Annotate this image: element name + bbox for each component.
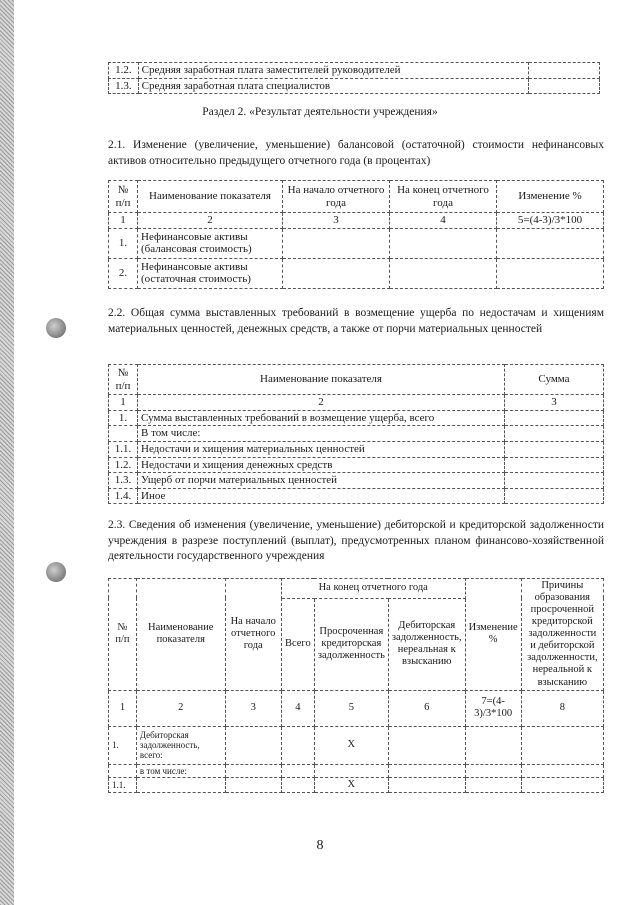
- row-value: [314, 764, 388, 777]
- section-title: Раздел 2. «Результат деятельности учреждения»: [202, 106, 438, 118]
- row-value: [505, 488, 604, 504]
- index-cell: 3: [225, 690, 281, 726]
- row-value: [388, 777, 465, 792]
- row-number: [109, 764, 137, 777]
- row-value: [497, 228, 604, 258]
- table-row: [109, 426, 604, 442]
- binder-hole-bottom: [46, 562, 66, 582]
- table-index-row: [109, 213, 604, 229]
- table-row: [109, 457, 604, 473]
- table-row: [109, 63, 600, 79]
- row-label: Средняя заработная плата специалистов: [138, 78, 529, 94]
- table-index-row: [109, 395, 604, 411]
- table-header-row: [109, 365, 604, 395]
- index-cell: 1: [109, 213, 138, 229]
- row-value: [225, 777, 281, 792]
- table-row: [109, 777, 604, 792]
- row-number: 1.1.: [109, 441, 138, 457]
- row-value: [390, 228, 497, 258]
- top-table: [108, 62, 600, 94]
- row-label: В том числе:: [138, 426, 505, 442]
- table-row: [109, 726, 604, 764]
- col-header: № п/п: [109, 579, 137, 691]
- row-label: в том числе:: [136, 764, 225, 777]
- index-cell: 5: [314, 690, 388, 726]
- row-label: Недостачи и хищения денежных средств: [138, 457, 505, 473]
- col-header: Сумма: [505, 365, 604, 395]
- index-cell: 2: [136, 690, 225, 726]
- row-number: 2.: [109, 258, 138, 288]
- index-cell: 2: [138, 213, 283, 229]
- index-cell: 7=(4-3)/3*100: [465, 690, 521, 726]
- row-value: [465, 777, 521, 792]
- table-row: [109, 410, 604, 426]
- col-header: Наименование показателя: [136, 579, 225, 691]
- row-value: [225, 726, 281, 764]
- col-header: Изменение %: [465, 579, 521, 691]
- row-value: [529, 63, 600, 79]
- index-cell: 3: [505, 395, 604, 411]
- table-row: [109, 258, 604, 288]
- row-value: [388, 726, 465, 764]
- table-2-1: [108, 180, 604, 289]
- row-number: 1.2.: [109, 457, 138, 473]
- row-number: 1.4.: [109, 488, 138, 504]
- row-value: [529, 78, 600, 94]
- row-value: [521, 777, 603, 792]
- row-value: [283, 228, 390, 258]
- row-number: 1.: [109, 410, 138, 426]
- row-label: Ущерб от порчи материальных ценностей: [138, 473, 505, 489]
- index-cell: 1: [109, 690, 137, 726]
- row-value: [505, 457, 604, 473]
- col-header: Просроченная кредиторская задолженность: [314, 598, 388, 690]
- col-header: Наименование показателя: [138, 365, 505, 395]
- binder-hole-top: [46, 318, 66, 338]
- row-value: [281, 777, 314, 792]
- row-value: [505, 441, 604, 457]
- row-label: Нефинансовые активы (балансовая стоимость): [138, 228, 283, 258]
- row-value: [281, 726, 314, 764]
- col-header: Наименование показателя: [138, 181, 283, 213]
- col-header: На конец отчетного года: [281, 579, 465, 599]
- table-row: [109, 488, 604, 504]
- index-cell: 4: [390, 213, 497, 229]
- table-row: [109, 441, 604, 457]
- col-header: № п/п: [109, 181, 138, 213]
- table-2-3: [108, 578, 604, 793]
- row-label: [136, 777, 225, 792]
- table-index-row: [109, 690, 604, 726]
- table-row: [109, 228, 604, 258]
- row-value: [521, 726, 603, 764]
- row-number: 1.3.: [109, 78, 139, 94]
- row-value: [390, 258, 497, 288]
- row-label: Иное: [138, 488, 505, 504]
- row-value: [505, 410, 604, 426]
- col-header: На конец отчетного года: [390, 181, 497, 213]
- col-header: Дебиторская задолженность, нереальная к взысканию: [388, 598, 465, 690]
- index-cell: 6: [388, 690, 465, 726]
- table-row: [109, 473, 604, 489]
- row-value: [388, 764, 465, 777]
- row-value: X: [314, 726, 388, 764]
- row-label: Средняя заработная плата заместителей руководителей: [138, 63, 529, 79]
- table-header-row: [109, 181, 604, 213]
- paragraph-2-1: 2.1. Изменение (увеличение, уменьшение) балансовой (остаточной) стоимости нефинансовых активов относительно предыдущего отчетного года (в процентах): [108, 139, 604, 167]
- index-cell: 2: [138, 395, 505, 411]
- row-number: 1.: [109, 726, 137, 764]
- paragraph-2-3: 2.3. Сведения об изменения (увеличение, уменьшение) дебиторской и кредиторской задолженности учреждения в разрезе поступлений (выплат), предусмотренных планом финансово-хозяйственной деятельности государственного учреждения: [108, 519, 604, 563]
- row-number: 1.3.: [109, 473, 138, 489]
- index-cell: 4: [281, 690, 314, 726]
- row-value: [497, 258, 604, 288]
- row-number: 1.: [109, 228, 138, 258]
- row-label: Нефинансовые активы (остаточная стоимость): [138, 258, 283, 288]
- table-2-2: [108, 364, 604, 504]
- col-header: Изменение %: [497, 181, 604, 213]
- table-row: [109, 78, 600, 94]
- col-header: № п/п: [109, 365, 138, 395]
- col-header: Причины образования просроченной кредиторской задолженности и дебиторской задолженности, нереальной к взысканию: [521, 579, 603, 691]
- index-cell: 1: [109, 395, 138, 411]
- row-value: [521, 764, 603, 777]
- row-value: [283, 258, 390, 288]
- row-number: 1.1.: [109, 777, 137, 792]
- row-label: Недостачи и хищения материальных ценностей: [138, 441, 505, 457]
- col-header: Всего: [281, 598, 314, 690]
- index-cell: 3: [283, 213, 390, 229]
- paragraph-2-2: 2.2. Общая сумма выставленных требований в возмещение ущерба по недостачам и хищениям материальных ценностей, денежных средств, а также от порчи материальных ценностей: [108, 307, 604, 335]
- row-number: [109, 426, 138, 442]
- table-row: [109, 764, 604, 777]
- row-label: Сумма выставленных требований в возмещение ущерба, всего: [138, 410, 505, 426]
- row-value: X: [314, 777, 388, 792]
- table-header-row: [109, 579, 604, 599]
- row-value: [225, 764, 281, 777]
- row-label: Дебиторская задолженность, всего:: [136, 726, 225, 764]
- row-value: [505, 426, 604, 442]
- row-value: [505, 473, 604, 489]
- row-value: [281, 764, 314, 777]
- row-number: 1.2.: [109, 63, 139, 79]
- col-header: На начало отчетного года: [225, 579, 281, 691]
- index-cell: 5=(4-3)/3*100: [497, 213, 604, 229]
- scan-edge: [0, 0, 14, 905]
- col-header: На начало отчетного года: [283, 181, 390, 213]
- row-value: [465, 764, 521, 777]
- index-cell: 8: [521, 690, 603, 726]
- row-value: [465, 726, 521, 764]
- page-number: 8: [316, 838, 324, 853]
